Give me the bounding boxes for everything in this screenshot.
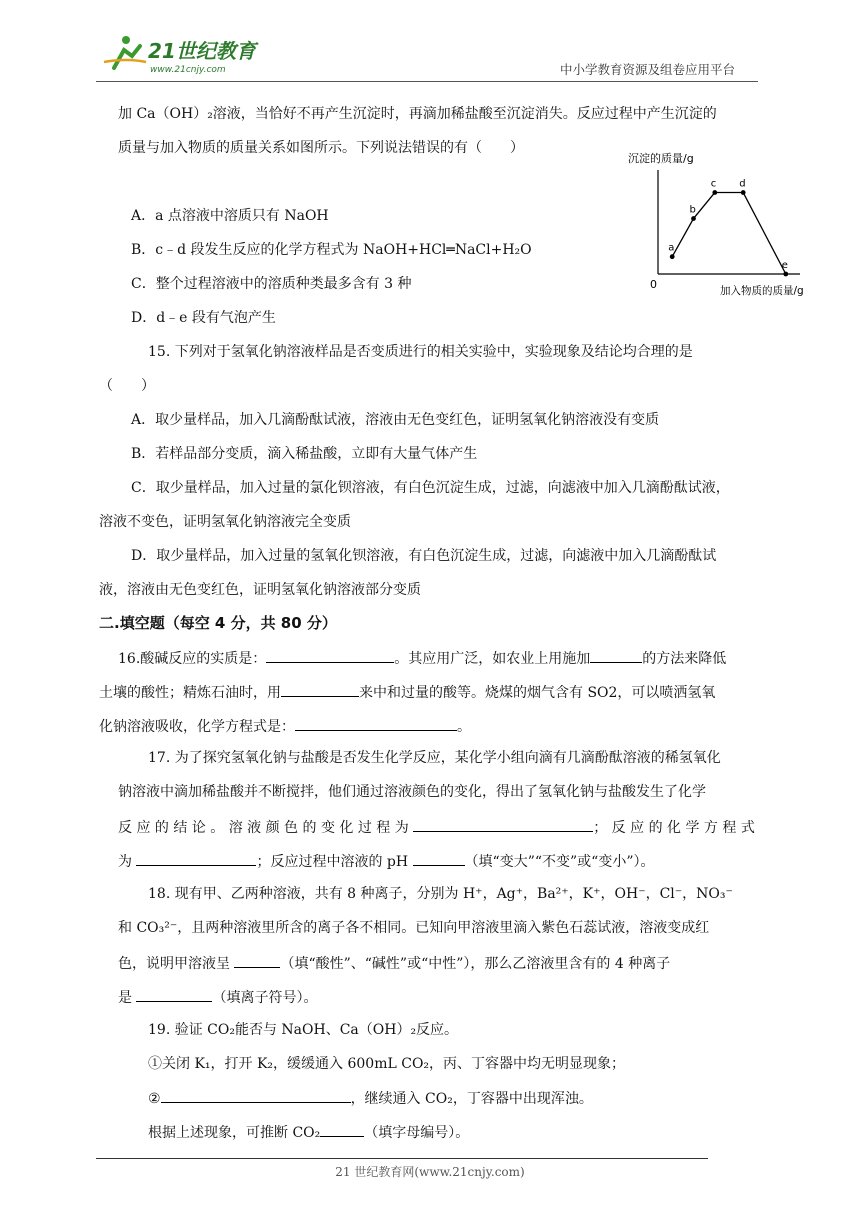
q17-line4 [118,850,654,872]
footer-text: 21 世纪教育网(www.21cnjy.com) [335,1165,525,1179]
q19-line1: 19. 验证 CO₂能否与 NaOH、Ca（OH）₂反应。 [148,1022,459,1038]
q18-line1: 18. 现有甲、乙两种溶液，共有 8 种离子，分别为 H⁺，Ag⁺，Ba²⁺，K⁺，OH⁻，Cl⁻，NO₃⁻ [148,886,733,902]
point-label-e: e [781,260,788,271]
q17-blank3[interactable] [413,850,465,866]
point-b [691,216,696,221]
q19-text2: ，继续通入 CO₂，丁容器中出现浑浊。 [350,1091,593,1107]
q19-text3: 根据上述现象，可推断 CO₂ [148,1125,321,1141]
section-title: 二.填空题（每空 4 分，共 80 分） [99,614,337,632]
q19-blank2[interactable] [320,1121,364,1137]
chart-ylabel: 沉淀的质量/g [628,152,694,165]
q16-text7: 。 [457,719,471,735]
q14-option-c: C．整个过程溶液中的溶质种类最多含有 3 种 [131,276,412,292]
q16-line3 [99,715,471,737]
q17-text5: （填“变大”“不变”或“变小”）。 [464,854,655,870]
q17-text2: ； 反 应 的 化 学 方 程 式 [593,820,755,836]
q18-blank1[interactable] [234,952,280,968]
logo-url-text: www.21cnjy.com [150,65,226,75]
q17-line3 [118,816,755,838]
q18-text1: 色，说明甲溶液呈 [118,956,230,972]
q17-blank2[interactable] [136,850,256,866]
q15-option-c-line2: 溶液不变色，证明氢氧化钠溶液完全变质 [99,514,351,530]
point-c [712,190,717,195]
q16-text6: 化钠溶液吸收，化学方程式是： [99,719,295,735]
point-label-a: a [668,242,675,254]
q16-line1 [118,647,726,669]
q16-blank2[interactable] [590,647,642,663]
q18-text2: （填“酸性”、“碱性”或“中性”），那么乙溶液里含有的 4 种离子 [280,956,671,972]
chart-xlabel: 加入物质的质量/g [720,285,804,297]
q17-text4: ；反应过程中溶液的 pH [256,854,409,870]
q14-option-a: A．a 点溶液中溶质只有 NaOH [131,208,329,224]
q14-line2: 质量与加入物质的质量关系如图所示。下列说法错误的有（ ） [118,140,524,156]
q15-option-c-line1: C．取少量样品，加入过量的氯化钡溶液，有白色沉淀生成，过滤，向滤液中加入几滴酚酞试液， [131,480,730,496]
q17-line1: 17. 为了探究氢氧化钠与盐酸是否发生化学反应，某化学小组向滴有几滴酚酞溶液的稀氢氧化 [148,750,721,766]
q18-text4: （填离子符号）。 [212,990,318,1006]
q18-line3 [118,952,670,974]
point-e [783,272,788,277]
header-divider [96,81,758,82]
q15-option-a: A．取少量样品，加入几滴酚酞试液，溶液由无色变红色，证明氢氧化钠溶液没有变质 [131,412,660,428]
q16-text3: 的方法来降低 [642,651,727,667]
q18-text3: 是 [118,990,132,1006]
q19-line4 [148,1121,469,1143]
footer-divider [96,1158,708,1159]
q19-blank1[interactable] [161,1087,351,1103]
q16-text4: 土壤的酸性；精炼石油时，用 [99,685,281,701]
q17-blank1[interactable] [413,816,593,832]
q16-blank3[interactable] [281,681,359,697]
q17-text1: 反 应 的 结 论 。 溶 液 颜 色 的 变 化 过 程 为 [118,820,409,836]
q14-line1: 加 Ca（OH）₂溶液，当恰好不再产生沉淀时，再滴加稀盐酸至沉淀消失。反应过程中产生沉淀的 [118,106,717,122]
point-a [670,254,675,259]
q16-text2: 。其应用广泛，如农业上用施加 [394,651,591,667]
q18-blank2[interactable] [136,986,212,1002]
q19-text1: ② [148,1091,161,1107]
precipitate-mass-chart [620,146,820,306]
q16-blank4[interactable] [295,715,457,731]
platform-name: 中小学教育资源及组卷应用平台 [560,62,736,77]
point-d [741,190,746,195]
q15-option-b: B．若样品部分变质，滴入稀盐酸，立即有大量气体产生 [131,446,478,462]
q15-line2: （ ） [99,378,155,394]
q18-line4 [118,986,317,1008]
q17-line2: 钠溶液中滴加稀盐酸并不断搅拌，他们通过溶液颜色的变化，得出了氢氧化钠与盐酸发生了化学 [118,784,706,800]
q16-blank1[interactable] [266,647,394,663]
site-logo [96,28,266,78]
q16-line2 [99,681,715,703]
q19-line3 [148,1087,593,1109]
q14-option-d: D．d﹣e 段有气泡产生 [131,310,276,326]
q15-line1: 15. 下列对于氢氧化钠溶液样品是否变质进行的相关实验中，实验现象及结论均合理的是 [148,344,693,360]
point-label-d: d [739,178,746,190]
q17-text3: 为 [118,854,132,870]
point-label-c: c [710,178,717,190]
q14-option-b: B．c﹣d 段发生反应的化学方程式为 NaOH+HCl═NaCl+H₂O [131,242,532,258]
q15-option-d-line1: D．取少量样品，加入过量的氢氧化钡溶液，有白色沉淀生成，过滤，向滤液中加入几滴酚酞试 [131,548,717,564]
point-label-b: b [689,204,696,216]
q16-text1: 16.酸碱反应的实质是： [118,651,267,667]
q18-line2: 和 CO₃²⁻，且两种溶液里所含的离子各不相同。已知向甲溶液里滴入紫色石蕊试液，溶液变成红 [118,920,710,936]
q16-text5: 来中和过量的酸等。烧煤的烟气含有 SO2，可以喷洒氢氧 [359,685,716,701]
q19-line2: ①关闭 K₁，打开 K₂，缓缓通入 600mL CO₂，丙、丁容器中均无明显现象； [148,1056,626,1072]
q15-option-d-line2: 液，溶液由无色变红色，证明氢氧化钠溶液部分变质 [99,582,421,598]
logo-main-text: 21世纪教育 [148,39,256,63]
origin-label: 0 [650,278,657,291]
q19-text4: （填字母编号）。 [364,1125,470,1141]
